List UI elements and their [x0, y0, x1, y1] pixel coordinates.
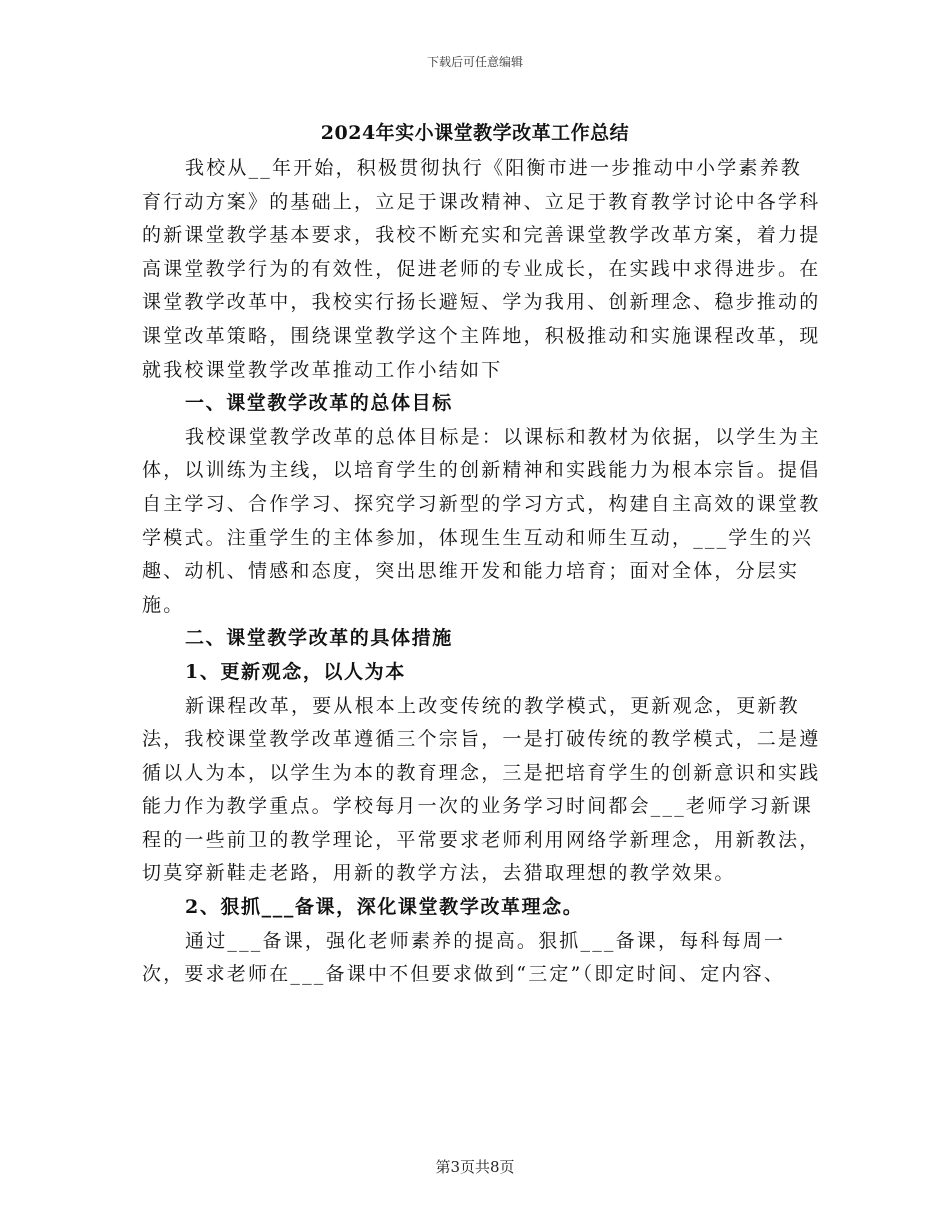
goals-paragraph: 我校课堂教学改革的总体目标是：以课标和教材为依据，以学生为主体，以训练为主线，以培育学生的创新精神和实践能力为根本宗旨。提倡自主学习、合作学习、探究学习新型的学习方式，构建自主高效的课堂教学模式。注重学生的主体参加，体现生生互动和师生互动，___学生的兴趣、动机、情感和态度，突出思维开发和能力培育；面对全体，分层实施。 [142, 425, 822, 616]
document-body [142, 152, 822, 992]
page-footer: 第3页共8页 [435, 1158, 515, 1176]
document-title: 2024年实小课堂教学改革工作总结 [320, 122, 630, 144]
section-heading-measures: 二、课堂教学改革的具体措施 [185, 627, 453, 650]
concepts-paragraph: 新课程改革，要从根本上改变传统的教学模式，更新观念，更新教法，我校课堂教学改革遵循三个宗旨，一是打破传统的教学模式，二是遵循以人为本，以学生为本的教育理念，三是把培育学生的创新意识和实践能力作为教学重点。学校每月一次的业务学习时间都会___老师学习新课程的一些前卫的教学理论，平常要求老师利用网络学新理念，用新教法，切莫穿新鞋走老路，用新的教学方法，去猎取理想的教学效果。 [142, 694, 821, 885]
subheading-lesson-prep: 2、狠抓___备课，深化课堂教学改革理念。 [185, 896, 584, 919]
lesson-prep-paragraph: 通过___备课，强化老师素养的提高。狠抓___备课，每科每周一次，要求老师在___备课中不但要求做到“三定”（即定时间、定内容、 [142, 929, 786, 986]
page-header: 下载后可任意编辑 [426, 55, 523, 69]
intro-paragraph: 我校从__年开始，积极贯彻执行《阳衡市进一步推动中小学素养教育行动方案》的基础上，立足于课改精神、立足于教育教学讨论中各学科的新课堂教学基本要求，我校不断充实和完善课堂教学改革方案，着力提高课堂教学行为的有效性，促进老师的专业成长，在实践中求得进步。在课堂教学改革中，我校实行扬长避短、学为我用、创新理念、稳步推动的课堂改革策略，围绕课堂教学这个主阵地，积极推动和实施课程改革，现就我校课堂教学改革推动工作小结如下 [142, 157, 821, 381]
section-heading-goals: 一、课堂教学改革的总体目标 [185, 392, 453, 415]
subheading-concepts: 1、更新观念，以人为本 [185, 660, 406, 683]
